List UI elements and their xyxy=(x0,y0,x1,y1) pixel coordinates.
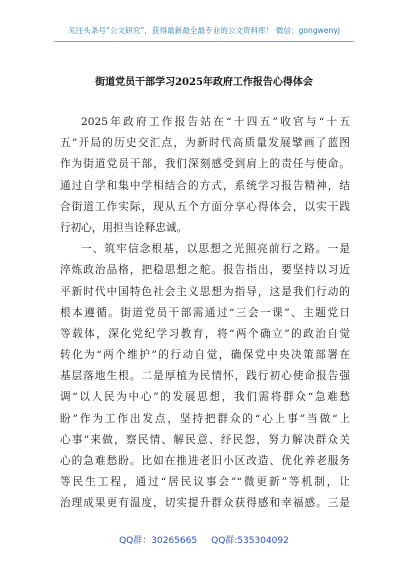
document-title: 街道党员干部学习2025年政府工作报告心得体会 xyxy=(95,77,313,88)
body-line: 治理成果更有温度，切实提升群众获得感和幸福感。三是 xyxy=(60,497,350,510)
body-line: 调“以人民为中心”的发展思想，我们需将群众“急难愁 xyxy=(60,391,350,404)
body-line: 心的急难愁盼。比如在推进老旧小区改造、优化养老服务 xyxy=(60,455,350,467)
body-line: 合街道工作实际，现从五个方面分享心得体会，以实干践 xyxy=(60,200,350,213)
body-line: 转化为“两个维护”的行动自觉，确保党中央决策部署在 xyxy=(60,349,350,362)
body-line: 一、筑牢信念根基，以思想之光照亮前行之路。一是 xyxy=(81,243,350,256)
body-line: 基层落地生根。二是厚植为民情怀，践行初心使命报告强 xyxy=(60,370,350,383)
footer-qq-group-1: QQ群：30265665 xyxy=(119,536,198,546)
body-line: 2025年政府工作报告站在“十四五”收官与“十五 xyxy=(81,116,350,128)
document-body xyxy=(60,112,350,515)
body-line: 平新时代中国特色社会主义思想为指导，这是我们行动的 xyxy=(60,285,350,298)
header-note: 关注头条号“公文研究”，获得最新最全最专业的公文资料库！ 微信：gongwenyj xyxy=(68,26,340,35)
header-divider xyxy=(54,41,354,42)
footer-qq-group-2: QQ群:535304092 xyxy=(211,536,289,546)
body-line: 盼”作为工作出发点，坚持把群众的“心上事”当做“上 xyxy=(60,412,350,425)
body-line: 通过自学和集中学相结合的方式，系统学习报告精神，结 xyxy=(60,179,350,192)
body-line: 作为街道党员干部，我们深刻感受到肩上的责任与使命。 xyxy=(60,158,350,171)
body-line: 心事”来做，察民情、解民意、纾民怨，努力解决群众关 xyxy=(60,433,350,446)
body-line: 五”开局的历史交汇点，为新时代高质量发展擘画了蓝图 xyxy=(60,137,350,150)
footer xyxy=(0,533,408,546)
body-line: 等民生工程，通过“居民议事会”“微更新”等机制，让 xyxy=(60,476,350,489)
body-line: 行初心，用担当诠释忠诚。 xyxy=(60,221,188,234)
body-line: 根本遵循。街道党员干部需通过“三会一课”、主题党日 xyxy=(60,306,350,319)
body-line: 淬炼政治品格，把稳思想之舵。报告指出，要坚持以习近 xyxy=(60,264,350,277)
body-line: 等载体，深化党纪学习教育，将“两个确立”的政治自觉 xyxy=(60,327,350,340)
